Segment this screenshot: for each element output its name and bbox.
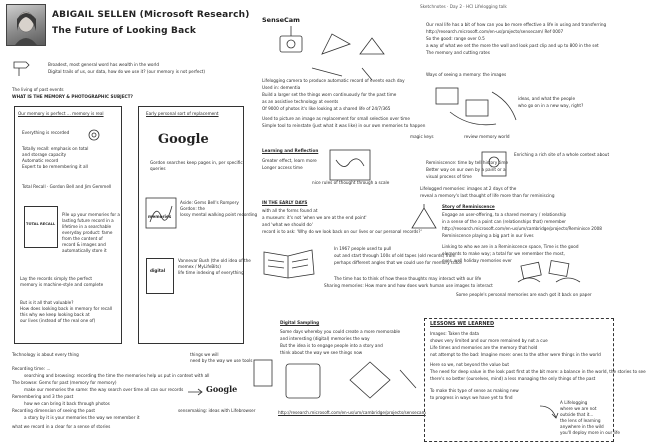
bottom-note: make our memories the same: the way search over time all can our records — [24, 387, 184, 392]
right-line: Reminiscence: time by tell history time — [426, 160, 509, 165]
sensecam-line: Lifelogging camera to produce automatic record of events each day — [262, 78, 405, 83]
bottom-note: how we can bring it back through photos — [24, 401, 110, 406]
lesson-line: not attempt to the bad: Imagine more: ones to the other were things in the world — [430, 352, 601, 357]
intro-line-2: Digital trails of us, our data, how do we use it? (our memory is not perfect) — [48, 69, 206, 74]
story-line: Linking to who we are in a Reminiscence space, Time is the good — [442, 244, 579, 249]
story-line: ever, well holiday memories ever — [442, 258, 512, 263]
bush-note: life time indexing of everything — [178, 270, 244, 275]
right-line: Ways of seeing a memory: the images — [426, 72, 507, 77]
bush-note: Vannevar Bush (the old idea of the — [178, 258, 251, 263]
lesson-line: The need for deep value in the look past first at the bit more: a balance in the world, the stories to see — [430, 369, 646, 374]
right-line: So the good: range over 0.5 — [426, 36, 485, 41]
memory-desc: lasting future record in a — [62, 218, 114, 223]
speaker-name: ABIGAIL SELLEN (Microsoft Research) — [52, 10, 250, 20]
learning-line: Greater effect, learn more — [262, 158, 317, 163]
story-line: Reminiscence playing a big part in our lives — [442, 233, 534, 238]
lesson-line: to progress in ways we have yet to find — [430, 395, 513, 400]
memory-question: But is it all that valuable? — [20, 300, 74, 305]
lessons-arrow-icon — [540, 404, 560, 420]
lessons-heading: LESSONS WE LEARNED — [430, 321, 495, 327]
google-note: queries — [150, 166, 166, 171]
memory-question: How does looking back in memory for recall — [20, 306, 113, 311]
lesson-line: there's no better (ourselves, mind) a less managing the only things of the past — [430, 376, 596, 381]
sampling-line: Some days whereby you could create a more memorable — [280, 329, 401, 334]
memory-desc: from the content of — [62, 236, 103, 241]
memory-question: this why we keep looking back at — [20, 312, 90, 317]
lesson-line: A Lifelogging — [560, 400, 588, 405]
lesson-line: Here so we, not beyond the value but — [430, 362, 510, 367]
bottom-note: a story by it is your memories the way we remember it — [24, 415, 140, 420]
story-link: http://research.microsoft.com/en-us/um/cambridge/projects/Reminisce 2008 — [442, 226, 602, 231]
right-line: who go on in a new way, right? — [518, 103, 584, 108]
sensecam-line: Of 9000 of photos it's like looking at a shared life of 24/7/365 — [262, 106, 391, 111]
memory-images-sketch — [430, 82, 520, 132]
memories-note: lossy mental walking point recording — [180, 212, 258, 217]
talk-title: The Future of Looking Back — [52, 26, 197, 36]
open-book-sketch — [262, 246, 316, 280]
total-recall-ref: Total Recall · Gordon Bell and Jim Gemmell — [22, 184, 112, 189]
memory-note: memory is machine-style and complete — [20, 282, 104, 287]
tapes-line: The time has to think of how these thoughts may interact with our life — [334, 276, 482, 281]
right-line: visual process of time — [426, 174, 472, 179]
story-line: in a sense of the a point can (relationships that) remember — [442, 219, 567, 224]
sensecam-view-sketch — [330, 150, 370, 180]
memory-desc: automatically store it — [62, 248, 107, 253]
bottom-note: things we will — [190, 352, 219, 357]
right-line: a way of what we set the more the wall and look past clip and up to 800 in the set — [426, 43, 599, 48]
memory-box-title: Our memory is perfect ... memory is real — [18, 111, 104, 116]
arrow-icon — [188, 388, 204, 396]
right-line: Our real life has a bit of how can you be more effective a life in using and transferring — [426, 22, 607, 27]
sensecam-heading: SenseCam — [262, 16, 300, 24]
memory-desc: lifetime in a searchable — [62, 224, 112, 229]
story-line: Engage an user-offering, to a shared memory / relationship — [442, 212, 567, 217]
early-days-heading: IN THE EARLY DAYS — [262, 200, 308, 205]
google-logo-small: Google — [206, 384, 238, 394]
memory-line: Automatic record — [22, 158, 59, 163]
sensecam-url: http://research.microsoft.com/en-us/um/cambridge/projects/sensecam — [278, 410, 426, 415]
signpost-icon — [12, 62, 30, 76]
sensecam-line: Build a larger set the things worn continuously for the past time — [262, 92, 397, 97]
portrait-icon — [7, 5, 45, 45]
bush-note: memex / MyLifeBits) — [178, 264, 221, 269]
replacement-box-title: Early personal sort of replacement — [146, 111, 219, 116]
lesson-line: the lens of learning — [560, 418, 601, 423]
early-days-line: a museum: it's not 'when we are at the end point' — [262, 215, 367, 220]
memory-note: Lay the records simply the perfect — [20, 276, 93, 281]
right-line: reveal a memory's last thought of life more than for reminiscing — [420, 193, 555, 198]
lesson-line: To make this type of sense as making new — [430, 388, 519, 393]
memory-question: our lives (instead of the real one of) — [20, 318, 96, 323]
lesson-line: you'll deploy more in our life — [560, 430, 620, 435]
story-heading: Story of Reminiscence — [442, 204, 495, 209]
bottom-note: Remembering and 3 the past — [12, 394, 74, 399]
bottom-note: The browse: Gems for past (memory for memory) — [12, 380, 117, 385]
sensecam-device-sketch — [272, 24, 392, 82]
right-line: The memory and cutting rates — [426, 50, 490, 55]
speaker-photo — [6, 4, 46, 46]
memories-note: Gordon: the — [180, 206, 205, 211]
tapes-line: In 1967 people used to pull — [334, 246, 392, 251]
sketch-caption: nice rules of thought through a scale — [312, 180, 390, 185]
learning-heading: Learning and Reflection — [262, 148, 319, 153]
date-line: Sketchnotes · Day 2 · HCI Lifelogging talk — [420, 4, 507, 9]
digital-card — [146, 258, 174, 294]
bottom-note: what we record in a clear for a sense of stories — [12, 424, 111, 429]
right-line: Enriching a rich site of a whole context about — [514, 152, 610, 157]
tapes-line: perhaps different angles that we could use for memory trace — [334, 260, 462, 265]
memory-desc: record & images and — [62, 242, 106, 247]
early-days-line: record is to ask: 'Why do we look back on our lives or our personal records?' — [262, 229, 422, 234]
bottom-note: Technology is about every thing — [12, 352, 79, 357]
tapes-line: Sharing memories: How more and how does work human use images to interact — [324, 283, 493, 288]
bottom-note: Recording time: ... — [12, 366, 51, 371]
right-line: review memory world — [464, 134, 510, 139]
sensecam-line: as an assistive technology at events — [262, 99, 339, 104]
story-line: elements to make way; a total for we remember the most, — [442, 251, 565, 256]
right-link: http://research.microsoft.com/en-us/projects/sensecam/ Ref 0007 — [426, 29, 564, 34]
intro-line-1: Broadest, most general word has wealth in the world — [48, 62, 159, 67]
sampling-devices-sketch — [250, 340, 420, 406]
lesson-line: outside that it... — [560, 412, 594, 417]
digital-label: digital — [150, 268, 166, 273]
learning-line: Longer access time — [262, 165, 303, 170]
sensecam-line: Used in: dementia — [262, 85, 301, 90]
story-line: Some people's personal memories are each got it back on paper — [456, 292, 592, 297]
memories-note: Aside: Gems Bell's Rompery — [180, 200, 239, 205]
memory-line: Totally recall: emphasis on total — [22, 146, 89, 151]
section-title: WHAT IS THE MEMORY & PHOTOGRAPHIC SUBJECT? — [12, 94, 133, 99]
memory-line: and storage capacity — [22, 152, 67, 157]
lesson-line: anywhere in the wild — [560, 424, 604, 429]
sampling-line: But the idea is to engage people into a story and — [280, 343, 383, 348]
sampling-line: and interesting (digital) memories the way — [280, 336, 370, 341]
memory-desc: everyday product: fame — [62, 230, 113, 235]
sampling-line: think about the way we see things now — [280, 350, 363, 355]
bottom-note: sensemaking: ideas with Lifebrowser — [178, 408, 256, 413]
right-line: ideas, and what the people — [518, 96, 576, 101]
right-line: magic keys — [410, 134, 434, 139]
tapes-line: out and start through 100s of old tapes (old records) from — [334, 253, 456, 258]
bottom-note: Recording dimension of seeing the past — [12, 408, 96, 413]
early-days-line: with all the forms found at — [262, 208, 318, 213]
memory-line: Expert to be remembering it all — [22, 164, 88, 169]
book-cover-title: TOTAL RECALL — [26, 222, 56, 226]
lesson-line: Images: Taken the data — [430, 331, 479, 336]
memories-sketch — [146, 198, 176, 228]
google-note: Gordon searches keep pages in, per specific — [150, 160, 243, 165]
lesson-line: where we are not — [560, 406, 597, 411]
memory-desc: Pile up your memories for a — [62, 212, 120, 217]
lesson-line: shows very limited and our more remained by not a cue — [430, 338, 548, 343]
hands-photos-sketch — [516, 256, 582, 286]
target-icon — [88, 129, 100, 141]
right-line: Lifelogged memories: images at 2 days of the — [420, 186, 517, 191]
subhead: The living of past events — [12, 87, 64, 92]
digital-sampling-heading: Digital Sampling — [280, 320, 320, 325]
sensecam-line: Used to picture an image as replacement for small selection over time — [262, 116, 410, 121]
story-sketch — [410, 204, 438, 230]
sensecam-line: Simple tool to reinstate (just what it was like) in our own memories to happen — [262, 123, 426, 128]
bottom-note: need by the way we use tools — [190, 358, 253, 363]
memories-label: memories — [148, 214, 172, 219]
right-line: Better way on our own by a paint or a — [426, 167, 506, 172]
memory-line: Everything is recorded — [22, 130, 70, 135]
lesson-line: Life times and memories are the memory that hold — [430, 345, 538, 350]
early-days-line: and 'what we should do' — [262, 222, 313, 227]
bottom-note: searching and browsing: recording the time the memories help us put in context with all — [24, 373, 210, 378]
google-logo: Google — [158, 132, 209, 147]
